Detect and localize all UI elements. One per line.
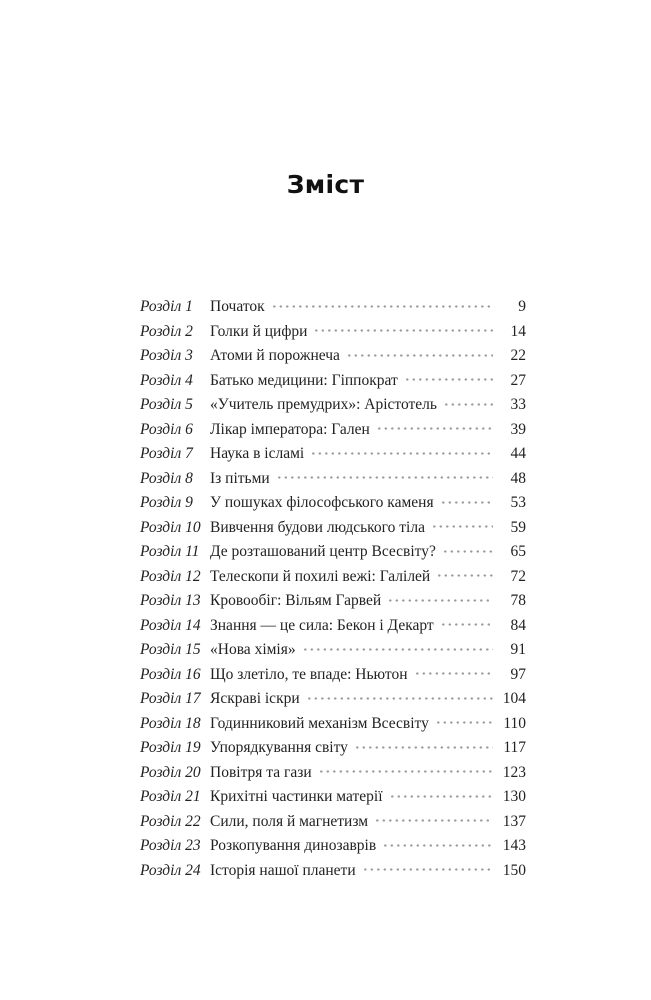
chapter-label: Розділ 21 [140,788,201,805]
chapter-title: Знання — це сила: Бекон і Декарт [210,616,434,634]
toc-row [140,565,526,590]
chapter-page: 97 [510,665,526,683]
chapter-title: Вивчення будови людського тіла [210,518,425,536]
chapter-title: Батько медицини: Гіппократ [210,371,398,389]
chapter-page: 137 [502,812,526,830]
chapter-title: Повітря та гази [210,763,312,781]
chapter-label: Розділ 3 [140,347,193,364]
chapter-page: 59 [510,518,526,536]
chapter-label: Розділ 11 [140,543,200,560]
chapter-title: Історія нашої планети [210,861,356,879]
dot-leader [278,476,493,479]
dot-leader [416,672,493,675]
toc-row [140,638,526,663]
chapter-page: 39 [510,420,526,438]
chapter-label: Розділ 14 [140,616,201,634]
dot-leader [445,403,493,406]
chapter-title: Де розташований центр Всесвіту? [210,543,436,560]
dot-leader [348,354,493,357]
chapter-page: 104 [502,690,526,707]
chapter-page: 117 [503,739,526,756]
chapter-page: 91 [510,641,526,658]
chapter-page: 48 [510,469,526,487]
dot-leader [315,329,493,332]
chapter-title: Телескопи й похилі вежі: Галілей [210,567,431,585]
toc-row [140,687,526,712]
toc-row [140,295,526,320]
chapter-label: Розділ 4 [140,371,193,389]
chapter-label: Розділ 24 [140,861,201,879]
toc-row [140,320,526,345]
chapter-title: Сили, поля й магнетизм [210,812,369,830]
chapter-label: Розділ 13 [140,592,201,609]
chapter-title: У пошуках філософського каменя [210,494,434,511]
toc-row [140,663,526,688]
chapter-label: Розділ 6 [140,420,193,438]
chapter-label: Розділ 10 [140,518,201,536]
chapter-page: 110 [503,714,526,732]
chapter-title: Кровообіг: Вільям Гарвей [210,592,382,609]
chapter-label: Розділ 7 [140,445,193,462]
toc-row [140,761,526,786]
chapter-label: Розділ 23 [140,837,201,854]
chapter-title: Наука в ісламі [210,445,305,462]
toc-row [140,369,526,394]
toc-row [140,344,526,369]
dot-leader [356,746,493,749]
toc-row [140,834,526,859]
chapter-page: 53 [510,494,526,511]
chapter-title: Годинниковий механізм Всесвіту [210,714,429,732]
chapter-title: Що злетіло, те впаде: Ньютон [210,665,408,683]
chapter-label: Розділ 2 [140,322,193,340]
chapter-label: Розділ 12 [140,567,201,585]
chapter-title: Лікар імператора: Гален [210,420,370,438]
chapter-page: 150 [502,861,526,879]
chapter-label: Розділ 16 [140,665,201,683]
dot-leader [444,550,493,553]
dot-leader [389,599,493,602]
chapter-page: 130 [502,788,526,805]
chapter-title: Атоми й порожнеча [210,347,340,364]
chapter-page: 9 [518,298,526,315]
toc-row [140,589,526,614]
toc-row [140,712,526,737]
chapter-label: Розділ 18 [140,714,201,732]
dot-leader [308,697,493,700]
toc-row [140,516,526,541]
chapter-label: Розділ 15 [140,641,201,658]
chapter-page: 143 [502,837,526,854]
dot-leader [438,574,493,577]
dot-leader [364,868,493,871]
dot-leader [442,501,493,504]
chapter-page: 44 [510,445,526,462]
chapter-page: 84 [510,616,526,634]
chapter-label: Розділ 19 [140,739,201,756]
chapter-title: Голки й цифри [210,322,308,340]
chapter-page: 65 [510,543,526,560]
toc-row [140,810,526,835]
toc-row [140,418,526,443]
chapter-label: Розділ 9 [140,494,193,511]
dot-leader [378,427,493,430]
toc-row [140,540,526,565]
dot-leader [384,844,493,847]
chapter-title: Упорядкування світу [210,739,348,756]
chapter-title: Початок [210,298,265,315]
chapter-title: Крихітні частинки матерії [210,788,383,805]
dot-leader [442,623,493,626]
dot-leader [437,721,493,724]
chapter-page: 22 [510,347,526,364]
chapter-page: 27 [510,371,526,389]
dot-leader [304,648,493,651]
toc-row [140,614,526,639]
chapter-page: 33 [510,396,526,413]
chapter-page: 78 [510,592,526,609]
chapter-page: 123 [502,763,526,781]
chapter-label: Розділ 5 [140,396,193,413]
chapter-title: Яскраві іскри [210,690,300,707]
toc-list [140,295,526,883]
chapter-label: Розділ 8 [140,469,193,487]
dot-leader [433,525,493,528]
toc-row [140,442,526,467]
chapter-label: Розділ 22 [140,812,201,830]
chapter-page: 72 [510,567,526,585]
dot-leader [406,378,493,381]
dot-leader [391,795,493,798]
toc-row [140,859,526,884]
toc-row [140,467,526,492]
toc-row [140,736,526,761]
chapter-label: Розділ 1 [140,298,193,315]
chapter-label: Розділ 20 [140,763,201,781]
dot-leader [376,819,493,822]
toc-row [140,785,526,810]
chapter-title: «Учитель премудрих»: Арістотель [210,396,437,413]
chapter-title: «Нова хімія» [210,641,296,658]
dot-leader [273,305,493,308]
toc-row [140,393,526,418]
dot-leader [312,452,493,455]
chapter-label: Розділ 17 [140,690,201,707]
chapter-page: 14 [510,322,526,340]
chapter-title: Розкопування динозаврів [210,837,377,854]
chapter-title: Із пітьми [210,469,270,487]
toc-row [140,491,526,516]
page-title: Зміст [286,170,365,199]
dot-leader [320,770,493,773]
